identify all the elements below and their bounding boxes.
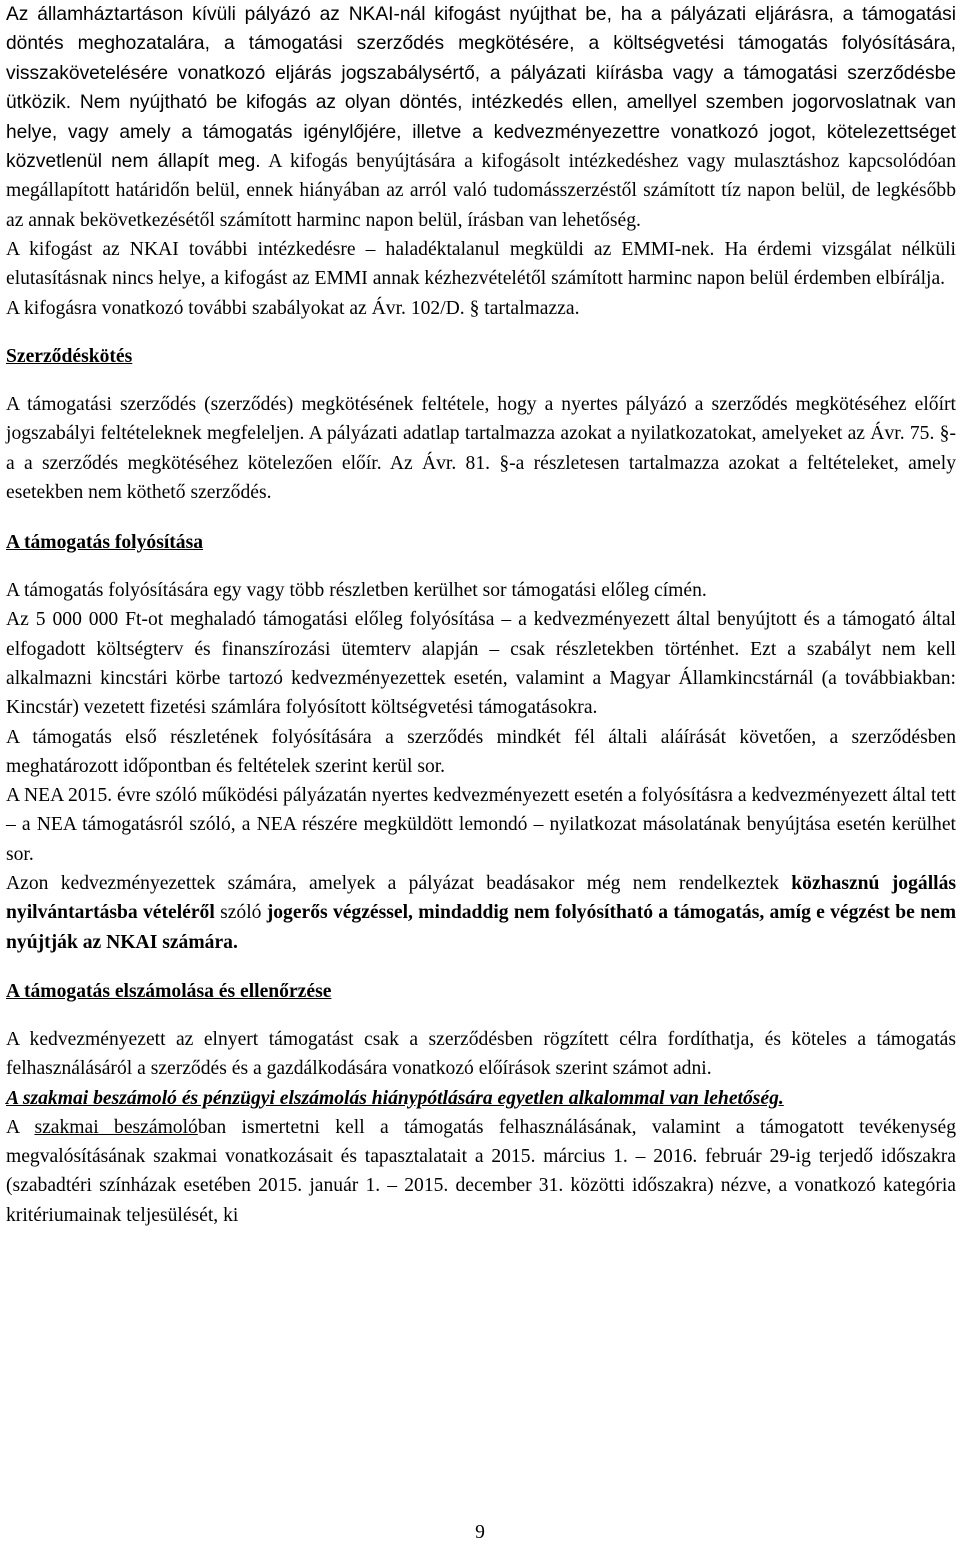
objection-deadline-text: A kifogás benyújtására a kifogásolt intézkedéshez vagy mulasztáshoz kapcsolódóan megállapított határidőn belül, ennek hiányában az arról való tudomásszerzéstől számított tíz napon belül, de legkésőbb az annak bekövetkezésétől számított harminc napon belül, írásban van lehetőség.	[6, 151, 956, 231]
report-prefix: A	[6, 1116, 35, 1138]
contract-paragraph: A támogatási szerződés (szerződés) megkötésének feltétele, hogy a nyertes pályázó a szerződés megkötéséhez előírt jogszabályi feltételeknek megfeleljen. A pályázati adatlap tartalmazza azokat a nyilatkozatokat, amelyeket az Ávr. 75. §-a a szerződés megkötéséhez kötelezően előír. Az Ávr. 81. §-a részletesen tartalmazza azokat a feltételeket, amely esetekben nem köthető szerződés.	[6, 393, 956, 503]
intro-paragraph-forwarding: A kifogást az NKAI további intézkedésre – haladéktalanul megküldi az EMMI-nek. Ha érdemi vizsgálat nélküli elutasításnak nincs helye, a kifogást az EMMI annak kézhezvételétől számított harminc napon belül érdemben elbírálja.	[6, 239, 956, 290]
section-heading-payment: A támogatás folyósítása	[6, 532, 204, 554]
report-text: ban ismertetni kell a támogatás felhasználásának, valamint a támogatott tevékenység megvalósításának szakmai vonatkozásait és tapasztalatait a 2015. március 1. – 2016. február 29-ig terjedő időszakra (szabadtéri színházak esetében 2015. január 1. – 2015. december 31. közötti időszakra) nézve, a vonatkozó kategória kritériumainak teljesülését, ki	[6, 1116, 956, 1226]
payment-p5-connector: szóló	[214, 902, 267, 924]
payment-paragraph-4: A NEA 2015. évre szóló működési pályázatán nyertes kedvezményezett esetén a folyósításra a kedvezményezett által tett – a NEA támogatásról szóló, a NEA részére megküldött lemondó – nyilatkozat másolatának benyújtása esetén kerülhet sor.	[6, 785, 956, 865]
payment-p5-bold-ruling: jogerős végzéssel, mindaddig nem folyósítható a támogatás, amíg e végzést be nem nyújtják az NKAI számára.	[6, 902, 957, 953]
document-page	[6, 0, 956, 1230]
payment-paragraph-2: Az 5 000 000 Ft-ot meghaladó támogatási előleg folyósítása – a kedvezményezett által benyújtott és a támogató által elfogadott költségterv és finanszírozási ütemterv alapján – csak részletekben történhet. Ezt a szabályt nem kell alkalmazni kincstári körbe tartozó kedvezményezettek esetén, valamint a Magyar Államkincstárnál (a továbbiakban: Kincstár) vezetett fizetési számlára folyósított költségvetési támogatásokra.	[6, 609, 956, 719]
section-heading-contract: Szerződéskötés	[6, 345, 133, 367]
payment-paragraph-5	[6, 869, 956, 957]
settlement-paragraph-deficiency: A szakmai beszámoló és pénzügyi elszámolás hiánypótlására egyetlen alkalommal van lehetőség.	[6, 1087, 784, 1109]
section-heading-settlement: A támogatás elszámolása és ellenőrzése	[6, 980, 332, 1002]
intro-paragraph-objection	[6, 0, 956, 235]
page-number: 9	[475, 1522, 485, 1543]
objection-text-sans: Az államháztartáson kívüli pályázó az NKAI-nál kifogást nyújthat be, ha a pályázati eljárásra, a támogatási döntés meghozatalára, a támogatási szerződés megkötésére, a költségvetési támogatás folyósítására, visszakövetelésére vonatkozó eljárás jogszabálysértő, a pályázati kiírásba vagy a támogatási szerződésbe ütközik.	[6, 4, 956, 114]
settlement-paragraph-report	[6, 1113, 956, 1230]
payment-p5-text: Azon kedvezményezettek számára, amelyek a pályázat beadásakor még nem rendelkeztek	[6, 873, 792, 895]
payment-paragraph-1: A támogatás folyósítására egy vagy több részletben kerülhet sor támogatási előleg címén.	[6, 580, 707, 602]
objection-exclusion-text: Nem nyújtható be kifogás az olyan döntés, intézkedés ellen, amellyel szemben jogorvoslatnak van helye, vagy amely a támogatás igénylőjére, illetve a kedvezményezettre vonatkozó jogot, kötelezettséget közvetlenül nem állapít meg.	[6, 92, 956, 173]
settlement-paragraph-1: A kedvezményezett az elnyert támogatást csak a szerződésben rögzített célra fordíthatja, és köteles a támogatás felhasználásáról a szerződés és a gazdálkodására vonatkozó előírások szerint számot adni.	[6, 1028, 956, 1080]
payment-paragraph-3: A támogatás első részletének folyósítására a szerződés mindkét fél általi aláírását követően, a szerződésben meghatározott időpontban és feltételek szerint kerül sor.	[6, 726, 956, 777]
report-underlined-term: szakmai beszámoló	[34, 1116, 198, 1138]
intro-paragraph-rules: A kifogásra vonatkozó további szabályokat az Ávr. 102/D. § tartalmazza.	[6, 297, 580, 319]
payment-p5-bold-status: közhasznú jogállás nyilvántartásba vételéről	[6, 873, 956, 924]
